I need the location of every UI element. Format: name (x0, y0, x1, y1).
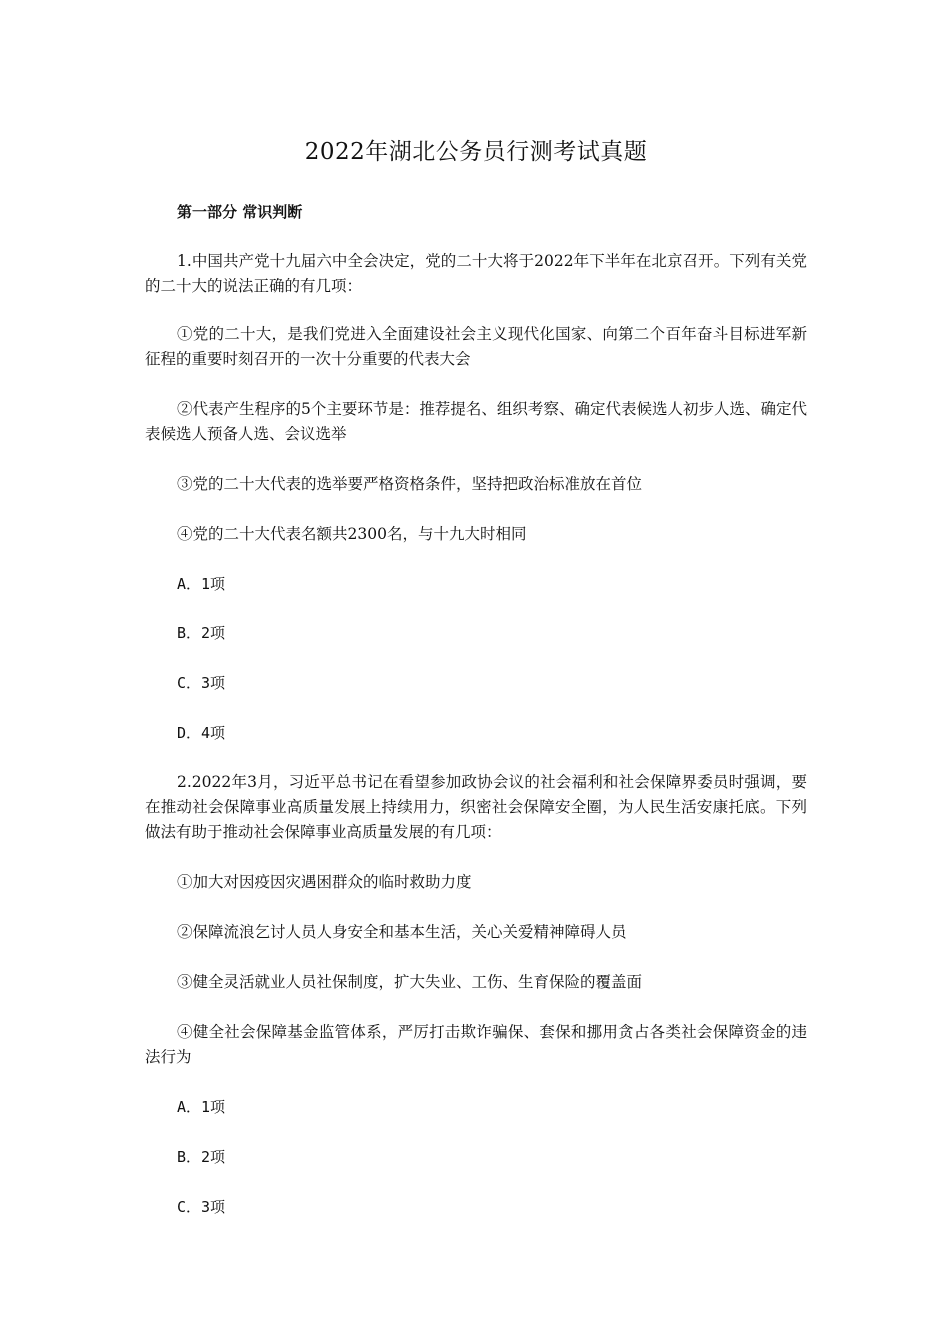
question-1-option-d: D．4项 (177, 724, 226, 742)
question-2-item-4: ④健全社会保障基金监管体系，严厉打击欺诈骗保、套保和挪用贪占各类社会保障资金的违法行为 (145, 1023, 807, 1066)
question-2-item-1: ①加大对因疫因灾遇困群众的临时救助力度 (177, 873, 472, 891)
question-2-stem: 2.2022年3月，习近平总书记在看望参加政协会议的社会福利和社会保障界委员时强调，要在推动社会保障事业高质量发展上持续用力，织密社会保障安全圈，为人民生活安康托底。下列做法有助于推动社会保障事业高质量发展的有几项： (145, 773, 807, 841)
question-2-option-c: C．3项 (177, 1198, 226, 1216)
question-1-option-c: C．3项 (177, 674, 226, 692)
section-heading: 第一部分 常识判断 (177, 203, 303, 221)
question-1-item-1: ①党的二十大，是我们党进入全面建设社会主义现代化国家、向第二个百年奋斗目标进军新征程的重要时刻召开的一次十分重要的代表大会 (145, 325, 807, 368)
question-1-item-2: ②代表产生程序的5个主要环节是：推荐提名、组织考察、确定代表候选人初步人选、确定代表候选人预备人选、会议选举 (145, 400, 807, 443)
question-2-item-2: ②保障流浪乞讨人员人身安全和基本生活，关心关爱精神障碍人员 (177, 923, 627, 941)
question-1-option-a: A．1项 (177, 575, 226, 593)
question-2-item-3: ③健全灵活就业人员社保制度，扩大失业、工伤、生育保险的覆盖面 (177, 973, 643, 991)
document-title: 2022年湖北公务员行测考试真题 (304, 139, 648, 165)
question-1-item-3: ③党的二十大代表的选举要严格资格条件，坚持把政治标准放在首位 (177, 475, 643, 493)
question-1-stem: 1.中国共产党十九届六中全会决定，党的二十大将于2022年下半年在北京召开。下列有关党的二十大的说法正确的有几项： (145, 252, 807, 295)
question-1-item-4: ④党的二十大代表名额共2300名，与十九大时相同 (177, 525, 527, 543)
question-2-option-b: B．2项 (177, 1148, 226, 1166)
question-2-option-a: A．1项 (177, 1098, 226, 1116)
question-1-option-b: B．2项 (177, 624, 226, 642)
